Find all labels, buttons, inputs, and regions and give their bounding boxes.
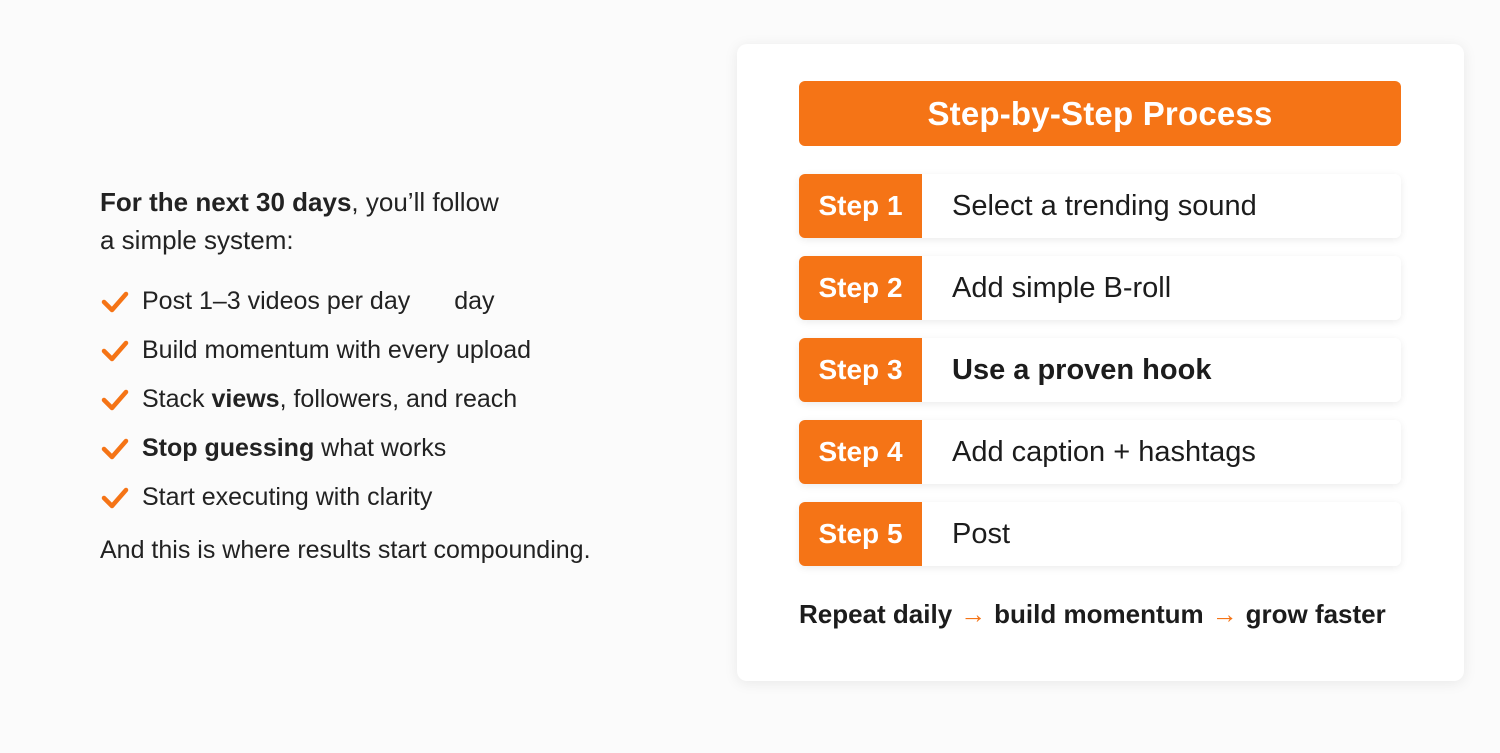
intro-bold: For the next 30 days: [100, 187, 352, 217]
steps-list: [799, 174, 1401, 584]
card-title: Step-by-Step Process: [799, 81, 1401, 146]
check-icon: [100, 483, 130, 513]
check-icon: [100, 385, 130, 415]
checklist-item-pre: Stack: [142, 385, 212, 413]
checklist: [100, 277, 700, 522]
step-badge: Step 3: [799, 338, 922, 402]
checklist-item-text: [142, 385, 517, 414]
checklist-item: [100, 326, 700, 375]
process-card: [737, 44, 1464, 681]
step-row: [799, 502, 1401, 566]
step-row: [799, 256, 1401, 320]
check-icon: [100, 287, 130, 317]
step-row: [799, 338, 1401, 402]
arrow-right-icon: →: [1211, 599, 1238, 629]
footer-part3: grow faster: [1245, 599, 1386, 629]
checklist-item: [100, 424, 700, 473]
footer-part1: Repeat daily: [799, 599, 953, 629]
checklist-item-text: [142, 434, 446, 463]
process-footer: [799, 599, 1401, 630]
arrow-right-icon: →: [960, 599, 987, 629]
intro-line2: a simple system:: [100, 225, 294, 255]
checklist-item-post: what works: [314, 434, 447, 462]
step-badge: Step 1: [799, 174, 922, 238]
step-text: Use a proven hook: [952, 353, 1212, 386]
step-text: Post: [952, 517, 1011, 550]
checklist-item: [100, 277, 700, 326]
step-text: Add simple B-roll: [952, 271, 1172, 304]
step-badge: Step 4: [799, 420, 922, 484]
intro-rest: , you’ll follow: [351, 187, 499, 217]
step-badge: Step 5: [799, 502, 922, 566]
intro-text: [100, 183, 700, 259]
footer-part2: build momentum: [994, 599, 1204, 629]
checklist-item-bold: Stop guessing: [142, 434, 315, 462]
checklist-item-extra: day: [454, 287, 495, 315]
step-row: [799, 420, 1401, 484]
step-badge: Step 2: [799, 256, 922, 320]
check-icon: [100, 336, 130, 366]
checklist-item-text: Post 1–3 videos per day: [142, 287, 411, 315]
step-text: Select a trending sound: [952, 189, 1257, 222]
closing-text: And this is where results start compounding.: [100, 536, 591, 564]
step-row: [799, 174, 1401, 238]
checklist-item: [100, 473, 700, 522]
checklist-item-post: , followers, and reach: [279, 385, 518, 413]
checklist-item-text: Start executing with clarity: [142, 483, 433, 511]
intro-section: [100, 183, 700, 565]
check-icon: [100, 434, 130, 464]
checklist-item-text: Build momentum with every upload: [142, 336, 532, 364]
checklist-item: [100, 375, 700, 424]
checklist-item-bold: views: [211, 385, 280, 413]
step-text: Add caption + hashtags: [952, 435, 1256, 468]
